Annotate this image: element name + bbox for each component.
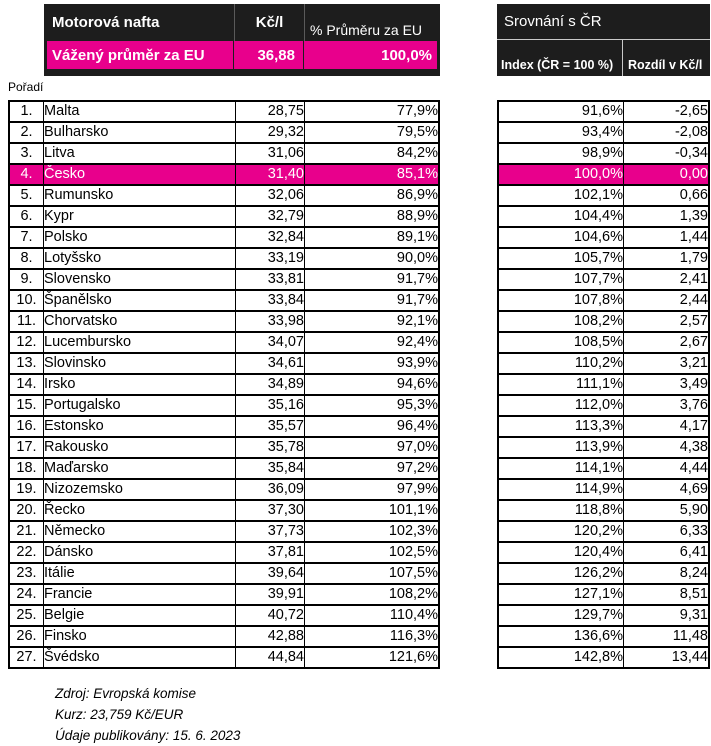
comparison-row — [498, 542, 709, 563]
comparison-row — [498, 374, 709, 395]
diff-cell: 1,39 — [624, 206, 710, 227]
pct-of-eu-cell: 121,6% — [305, 647, 440, 668]
pct-of-eu-cell: 116,3% — [305, 626, 440, 647]
diff-cell: 13,44 — [624, 647, 710, 668]
price-cell: 35,16 — [236, 395, 305, 416]
diff-cell: -2,08 — [624, 122, 710, 143]
price-cell: 37,73 — [236, 521, 305, 542]
country-cell: Kypr — [44, 206, 236, 227]
diff-column-header: Rozdíl v Kč/l — [628, 58, 703, 72]
pct-of-eu-cell: 107,5% — [305, 563, 440, 584]
index-cell: 127,1% — [498, 584, 624, 605]
country-row — [9, 248, 439, 269]
country-cell: Česko — [44, 164, 236, 185]
pct-of-eu-cell: 90,0% — [305, 248, 440, 269]
rank-cell: 24. — [9, 584, 44, 605]
eu-average-price: 36,88 — [234, 41, 303, 69]
country-row — [9, 185, 439, 206]
rank-cell: 19. — [9, 479, 44, 500]
rank-cell: 20. — [9, 500, 44, 521]
country-cell: Slovensko — [44, 269, 236, 290]
comparison-row — [498, 416, 709, 437]
pct-of-eu-cell: 96,4% — [305, 416, 440, 437]
eu-average-pct: 100,0% — [304, 41, 437, 69]
comparison-row — [498, 122, 709, 143]
comparison-row — [498, 479, 709, 500]
diff-cell: -0,34 — [624, 143, 710, 164]
rank-cell: 14. — [9, 374, 44, 395]
comparison-row — [498, 626, 709, 647]
index-cell: 126,2% — [498, 563, 624, 584]
comparison-row — [498, 290, 709, 311]
pct-of-eu-cell: 85,1% — [305, 164, 440, 185]
country-row — [9, 416, 439, 437]
index-column-header: Index (ČR = 100 %) — [497, 40, 623, 76]
comparison-subheader-row — [497, 40, 710, 76]
price-cell: 32,79 — [236, 206, 305, 227]
country-row — [9, 290, 439, 311]
index-cell: 108,2% — [498, 311, 624, 332]
comparison-row — [498, 353, 709, 374]
diff-cell: 0,66 — [624, 185, 710, 206]
country-row — [9, 206, 439, 227]
country-cell: Francie — [44, 584, 236, 605]
country-row — [9, 269, 439, 290]
index-cell: 114,9% — [498, 479, 624, 500]
pct-of-eu-cell: 89,1% — [305, 227, 440, 248]
country-cell: Nizozemsko — [44, 479, 236, 500]
rank-cell: 27. — [9, 647, 44, 668]
diff-cell: -2,65 — [624, 101, 710, 122]
index-cell: 112,0% — [498, 395, 624, 416]
diff-cell: 6,33 — [624, 521, 710, 542]
rank-cell: 7. — [9, 227, 44, 248]
pct-of-eu-cell: 94,6% — [305, 374, 440, 395]
price-cell: 33,84 — [236, 290, 305, 311]
pct-of-eu-cell: 97,0% — [305, 437, 440, 458]
country-row — [9, 374, 439, 395]
country-cell: Německo — [44, 521, 236, 542]
pct-column-header: % Průměru za EU — [310, 22, 423, 38]
price-cell: 44,84 — [236, 647, 305, 668]
country-cell: Itálie — [44, 563, 236, 584]
price-cell: 32,84 — [236, 227, 305, 248]
country-row — [9, 647, 439, 668]
pct-of-eu-cell: 108,2% — [305, 584, 440, 605]
country-row — [9, 563, 439, 584]
country-cell: Belgie — [44, 605, 236, 626]
comparison-row — [498, 311, 709, 332]
comparison-row — [498, 395, 709, 416]
source-notes — [55, 683, 240, 746]
index-cell: 120,2% — [498, 521, 624, 542]
fuel-header-block — [44, 4, 440, 76]
diff-cell: 4,17 — [624, 416, 710, 437]
comparison-title: Srovnání s ČR — [497, 4, 710, 40]
fuel-title: Motorová nafta — [44, 4, 235, 41]
diff-cell: 2,44 — [624, 290, 710, 311]
country-cell: Dánsko — [44, 542, 236, 563]
source-line: Zdroj: Evropská komise — [55, 686, 197, 701]
country-row — [9, 521, 439, 542]
country-price-table — [8, 100, 440, 669]
price-cell: 31,40 — [236, 164, 305, 185]
rank-cell: 5. — [9, 185, 44, 206]
index-cell: 129,7% — [498, 605, 624, 626]
pct-of-eu-cell: 95,3% — [305, 395, 440, 416]
country-cell: Rakousko — [44, 437, 236, 458]
rank-cell: 6. — [9, 206, 44, 227]
diff-cell: 2,57 — [624, 311, 710, 332]
index-cell: 102,1% — [498, 185, 624, 206]
pct-of-eu-cell: 101,1% — [305, 500, 440, 521]
pct-of-eu-cell: 91,7% — [305, 269, 440, 290]
pct-of-eu-cell: 110,4% — [305, 605, 440, 626]
price-cell: 37,81 — [236, 542, 305, 563]
index-cell: 136,6% — [498, 626, 624, 647]
pct-of-eu-cell: 88,9% — [305, 206, 440, 227]
diff-cell: 3,21 — [624, 353, 710, 374]
country-row — [9, 584, 439, 605]
country-cell: Litva — [44, 143, 236, 164]
country-row — [9, 143, 439, 164]
diff-cell: 1,44 — [624, 227, 710, 248]
country-row — [9, 479, 439, 500]
country-row — [9, 458, 439, 479]
diff-cell: 6,41 — [624, 542, 710, 563]
comparison-row — [498, 521, 709, 542]
price-cell: 28,75 — [236, 101, 305, 122]
index-cell: 108,5% — [498, 332, 624, 353]
price-cell: 34,89 — [236, 374, 305, 395]
fuel-header-row — [44, 4, 440, 41]
rank-cell: 15. — [9, 395, 44, 416]
country-cell: Malta — [44, 101, 236, 122]
country-cell: Maďarsko — [44, 458, 236, 479]
comparison-row — [498, 563, 709, 584]
country-row — [9, 500, 439, 521]
price-cell: 36,09 — [236, 479, 305, 500]
price-cell: 37,30 — [236, 500, 305, 521]
pct-of-eu-cell: 102,5% — [305, 542, 440, 563]
country-row — [9, 227, 439, 248]
country-row — [9, 353, 439, 374]
rank-cell: 17. — [9, 437, 44, 458]
pct-of-eu-cell: 79,5% — [305, 122, 440, 143]
comparison-row — [498, 500, 709, 521]
price-cell: 32,06 — [236, 185, 305, 206]
rank-cell: 12. — [9, 332, 44, 353]
country-row — [9, 605, 439, 626]
diff-cell: 4,38 — [624, 437, 710, 458]
rank-cell: 22. — [9, 542, 44, 563]
diff-cell: 0,00 — [624, 164, 710, 185]
diff-cell: 3,49 — [624, 374, 710, 395]
index-cell: 120,4% — [498, 542, 624, 563]
rank-cell: 4. — [9, 164, 44, 185]
index-cell: 111,1% — [498, 374, 624, 395]
index-cell: 118,8% — [498, 500, 624, 521]
eu-average-label: Vážený průměr za EU — [47, 41, 233, 69]
index-cell: 110,2% — [498, 353, 624, 374]
country-row — [9, 542, 439, 563]
country-cell: Lucembursko — [44, 332, 236, 353]
price-cell: 31,06 — [236, 143, 305, 164]
rank-cell: 8. — [9, 248, 44, 269]
country-cell: Rumunsko — [44, 185, 236, 206]
pct-of-eu-cell: 86,9% — [305, 185, 440, 206]
comparison-row — [498, 164, 709, 185]
country-cell: Polsko — [44, 227, 236, 248]
index-cell: 113,9% — [498, 437, 624, 458]
diff-cell: 1,79 — [624, 248, 710, 269]
diff-cell: 3,76 — [624, 395, 710, 416]
index-cell: 142,8% — [498, 647, 624, 668]
exchange-rate-line: Kurz: 23,759 Kč/EUR — [55, 707, 184, 722]
index-cell: 107,8% — [498, 290, 624, 311]
comparison-row — [498, 269, 709, 290]
country-row — [9, 332, 439, 353]
price-cell: 42,88 — [236, 626, 305, 647]
rank-cell: 11. — [9, 311, 44, 332]
pct-of-eu-cell: 92,4% — [305, 332, 440, 353]
pct-of-eu-cell: 97,9% — [305, 479, 440, 500]
price-cell: 33,81 — [236, 269, 305, 290]
index-cell: 114,1% — [498, 458, 624, 479]
comparison-row — [498, 458, 709, 479]
price-cell: 33,98 — [236, 311, 305, 332]
diff-cell: 2,67 — [624, 332, 710, 353]
comparison-row — [498, 143, 709, 164]
comparison-row — [498, 332, 709, 353]
country-row — [9, 122, 439, 143]
comparison-row — [498, 647, 709, 668]
index-cell: 93,4% — [498, 122, 624, 143]
country-row — [9, 395, 439, 416]
rank-cell: 18. — [9, 458, 44, 479]
price-cell: 33,19 — [236, 248, 305, 269]
country-row — [9, 437, 439, 458]
pct-of-eu-cell: 77,9% — [305, 101, 440, 122]
comparison-table — [497, 100, 710, 669]
rank-cell: 26. — [9, 626, 44, 647]
country-row — [9, 101, 439, 122]
index-cell: 91,6% — [498, 101, 624, 122]
rank-cell: 16. — [9, 416, 44, 437]
rank-cell: 23. — [9, 563, 44, 584]
publication-date-line: Údaje publikovány: 15. 6. 2023 — [55, 728, 241, 743]
price-cell: 34,07 — [236, 332, 305, 353]
comparison-row — [498, 206, 709, 227]
rank-cell: 1. — [9, 101, 44, 122]
comparison-row — [498, 437, 709, 458]
diff-cell: 4,69 — [624, 479, 710, 500]
rank-cell: 25. — [9, 605, 44, 626]
rank-column-label: Pořadí — [8, 80, 44, 94]
comparison-row — [498, 185, 709, 206]
comparison-row — [498, 227, 709, 248]
country-cell: Portugalsko — [44, 395, 236, 416]
diff-cell: 4,44 — [624, 458, 710, 479]
comparison-header-block — [497, 4, 710, 76]
country-cell: Finsko — [44, 626, 236, 647]
index-cell: 107,7% — [498, 269, 624, 290]
diff-cell: 2,41 — [624, 269, 710, 290]
index-cell: 104,6% — [498, 227, 624, 248]
diff-cell: 8,51 — [624, 584, 710, 605]
pct-of-eu-cell: 84,2% — [305, 143, 440, 164]
country-cell: Řecko — [44, 500, 236, 521]
diff-cell: 11,48 — [624, 626, 710, 647]
diff-cell: 8,24 — [624, 563, 710, 584]
index-cell: 100,0% — [498, 164, 624, 185]
pct-of-eu-cell: 102,3% — [305, 521, 440, 542]
unit-column-header: Kč/l — [235, 4, 305, 41]
pct-of-eu-cell: 92,1% — [305, 311, 440, 332]
price-cell: 35,57 — [236, 416, 305, 437]
price-cell: 35,78 — [236, 437, 305, 458]
comparison-row — [498, 101, 709, 122]
country-cell: Irsko — [44, 374, 236, 395]
index-cell: 104,4% — [498, 206, 624, 227]
rank-cell: 21. — [9, 521, 44, 542]
price-cell: 39,64 — [236, 563, 305, 584]
diff-cell: 9,31 — [624, 605, 710, 626]
country-cell: Chorvatsko — [44, 311, 236, 332]
price-cell: 40,72 — [236, 605, 305, 626]
pct-of-eu-cell: 97,2% — [305, 458, 440, 479]
index-cell: 105,7% — [498, 248, 624, 269]
rank-cell: 2. — [9, 122, 44, 143]
country-cell: Španělsko — [44, 290, 236, 311]
rank-cell: 10. — [9, 290, 44, 311]
index-cell: 113,3% — [498, 416, 624, 437]
price-cell: 39,91 — [236, 584, 305, 605]
index-cell: 98,9% — [498, 143, 624, 164]
country-cell: Švédsko — [44, 647, 236, 668]
price-cell: 34,61 — [236, 353, 305, 374]
country-row — [9, 311, 439, 332]
country-cell: Slovinsko — [44, 353, 236, 374]
diff-cell: 5,90 — [624, 500, 710, 521]
country-cell: Lotyšsko — [44, 248, 236, 269]
comparison-row — [498, 605, 709, 626]
country-cell: Bulharsko — [44, 122, 236, 143]
pct-of-eu-cell: 91,7% — [305, 290, 440, 311]
price-cell: 35,84 — [236, 458, 305, 479]
pct-of-eu-cell: 93,9% — [305, 353, 440, 374]
comparison-row — [498, 248, 709, 269]
rank-cell: 13. — [9, 353, 44, 374]
country-row — [9, 164, 439, 185]
country-cell: Estonsko — [44, 416, 236, 437]
country-row — [9, 626, 439, 647]
comparison-row — [498, 584, 709, 605]
rank-cell: 3. — [9, 143, 44, 164]
eu-average-row — [47, 41, 437, 69]
rank-cell: 9. — [9, 269, 44, 290]
price-cell: 29,32 — [236, 122, 305, 143]
